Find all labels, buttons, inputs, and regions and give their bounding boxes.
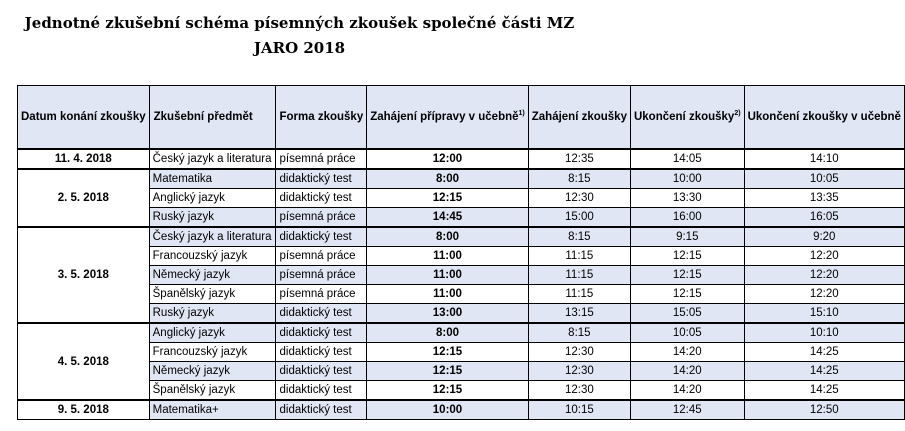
exam-start-cell: 12:30 [528,362,630,381]
table-row [18,247,905,266]
table-row [18,400,905,420]
exam-start-cell: 11:15 [528,266,630,285]
table-body [18,149,905,420]
room-end-cell: 12:20 [744,247,904,266]
date-cell: 4. 5. 2018 [18,323,150,400]
prep-start-cell: 8:00 [367,323,529,343]
prep-start-cell: 12:15 [367,343,529,362]
header-prep-start: Zahájení přípravy v učebně$^{1)}$ [367,86,529,150]
table-row [18,343,905,362]
exam-schedule-table [17,85,905,420]
exam-end-cell: 14:20 [630,343,744,362]
subject-cell: Anglický jazyk [149,323,275,343]
header-exam-end: Ukončení zkoušky$^{2)}$ [630,86,744,150]
prep-start-cell: 13:00 [367,304,529,324]
table-row [18,169,905,189]
room-end-cell: 12:20 [744,285,904,304]
subject-cell: Anglický jazyk [149,189,275,208]
room-end-cell: 14:25 [744,381,904,401]
room-end-cell: 15:10 [744,304,904,324]
exam-end-cell: 9:15 [630,227,744,247]
table-row [18,381,905,401]
table-row [18,266,905,285]
form-cell: didaktický test [275,189,367,208]
form-cell: didaktický test [275,343,367,362]
date-cell: 9. 5. 2018 [18,400,150,420]
exam-start-cell: 12:30 [528,381,630,401]
exam-end-cell: 16:00 [630,208,744,228]
date-cell: 2. 5. 2018 [18,169,150,227]
header-date: Datum konání zkoušky [18,86,150,150]
prep-start-cell: 11:00 [367,266,529,285]
document-title: Jednotné zkušební schéma písemných zkoušek společné části MZ [24,14,575,32]
prep-start-cell: 10:00 [367,400,529,420]
form-cell: didaktický test [275,227,367,247]
table-header-row [18,86,905,150]
table-row [18,285,905,304]
date-cell: 11. 4. 2018 [18,149,150,169]
subject-cell: Španělský jazyk [149,285,275,304]
header-exam-start: Zahájení zkoušky [528,86,630,150]
subject-cell: Francouzský jazyk [149,343,275,362]
exam-end-cell: 14:05 [630,149,744,169]
exam-start-cell: 12:30 [528,189,630,208]
subject-cell: Matematika [149,169,275,189]
subject-cell: Ruský jazyk [149,304,275,324]
exam-end-cell: 12:15 [630,285,744,304]
room-end-cell: 14:25 [744,343,904,362]
room-end-cell: 14:25 [744,362,904,381]
exam-start-cell: 11:15 [528,285,630,304]
exam-start-cell: 13:15 [528,304,630,324]
table-row [18,208,905,228]
date-cell: 3. 5. 2018 [18,227,150,323]
form-cell: písemná práce [275,149,367,169]
exam-start-cell: 8:15 [528,227,630,247]
table-row [18,323,905,343]
header-subject: Zkušební předmět [149,86,275,150]
prep-start-cell: 12:15 [367,362,529,381]
table-row [18,227,905,247]
form-cell: didaktický test [275,323,367,343]
prep-start-cell: 11:00 [367,285,529,304]
form-cell: písemná práce [275,208,367,228]
room-end-cell: 12:50 [744,400,904,420]
form-cell: didaktický test [275,381,367,401]
prep-start-cell: 12:15 [367,189,529,208]
exam-end-cell: 10:00 [630,169,744,189]
exam-start-cell: 12:35 [528,149,630,169]
exam-end-cell: 14:20 [630,381,744,401]
exam-start-cell: 15:00 [528,208,630,228]
prep-start-cell: 12:00 [367,149,529,169]
form-cell: písemná práce [275,266,367,285]
prep-start-cell: 8:00 [367,227,529,247]
subject-cell: Španělský jazyk [149,381,275,401]
prep-start-cell: 8:00 [367,169,529,189]
exam-end-cell: 15:05 [630,304,744,324]
header-form: Forma zkoušky [275,86,367,150]
subject-cell: Ruský jazyk [149,208,275,228]
table-row [18,362,905,381]
form-cell: písemná práce [275,247,367,266]
document-subtitle: JARO 2018 [253,39,346,57]
room-end-cell: 14:10 [744,149,904,169]
subject-cell: Český jazyk a literatura [149,227,275,247]
room-end-cell: 16:05 [744,208,904,228]
subject-cell: Francouzský jazyk [149,247,275,266]
exam-start-cell: 11:15 [528,247,630,266]
exam-end-cell: 14:20 [630,362,744,381]
exam-end-cell: 10:05 [630,323,744,343]
room-end-cell: 10:05 [744,169,904,189]
form-cell: didaktický test [275,169,367,189]
exam-end-cell: 13:30 [630,189,744,208]
form-cell: didaktický test [275,362,367,381]
room-end-cell: 13:35 [744,189,904,208]
prep-start-cell: 14:45 [367,208,529,228]
table-row [18,149,905,169]
exam-start-cell: 12:30 [528,343,630,362]
form-cell: didaktický test [275,400,367,420]
room-end-cell: 12:20 [744,266,904,285]
subject-cell: Matematika+ [149,400,275,420]
room-end-cell: 9:20 [744,227,904,247]
header-room-end: Ukončení zkoušky v učebně [744,86,904,150]
exam-start-cell: 10:15 [528,400,630,420]
subject-cell: Český jazyk a literatura [149,149,275,169]
prep-start-cell: 11:00 [367,247,529,266]
room-end-cell: 10:10 [744,323,904,343]
exam-start-cell: 8:15 [528,169,630,189]
exam-end-cell: 12:15 [630,266,744,285]
subject-cell: Německý jazyk [149,362,275,381]
exam-start-cell: 8:15 [528,323,630,343]
subject-cell: Německý jazyk [149,266,275,285]
exam-end-cell: 12:45 [630,400,744,420]
prep-start-cell: 12:15 [367,381,529,401]
exam-end-cell: 12:15 [630,247,744,266]
table-row [18,189,905,208]
form-cell: didaktický test [275,304,367,324]
form-cell: písemná práce [275,285,367,304]
table-row [18,304,905,324]
